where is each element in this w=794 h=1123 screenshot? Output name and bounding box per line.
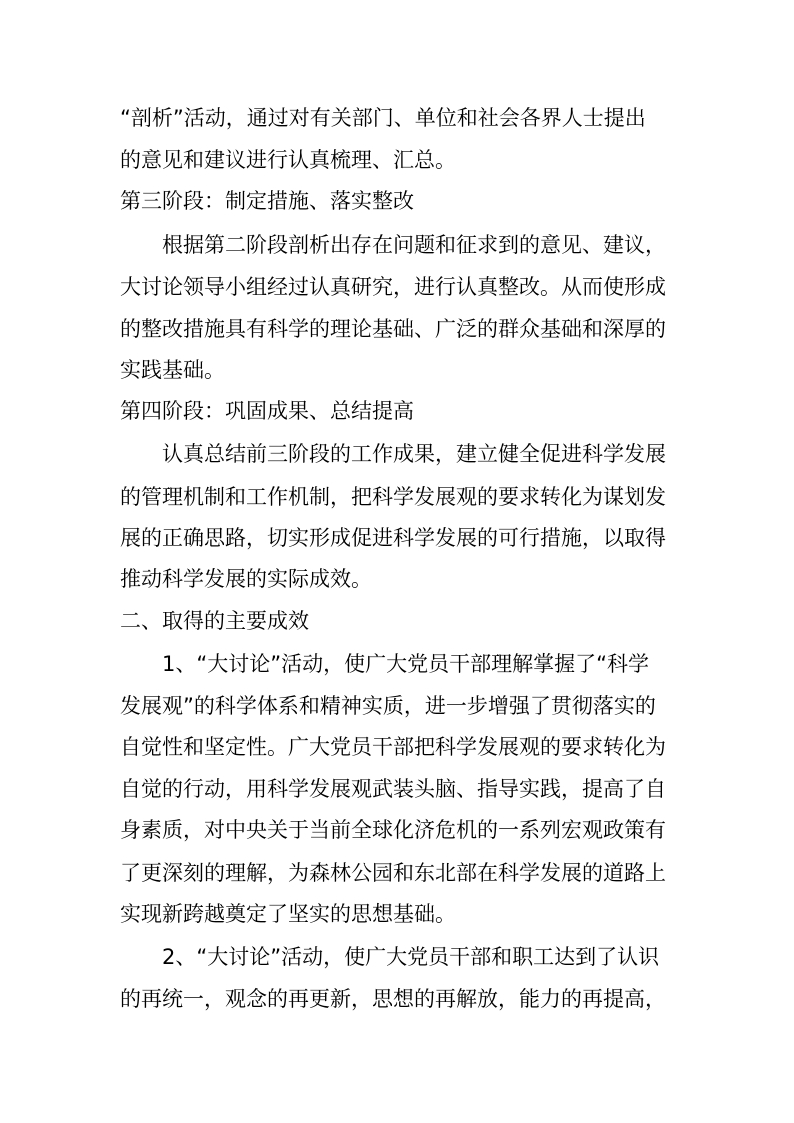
text-line-6: 的整改措施具有科学的理论基础、广泛的群众基础和深厚的: [120, 317, 666, 341]
text-line-16: 自觉性和坚定性。广大党员干部把科学发展观的要求转化为: [120, 735, 666, 759]
text-line-10: 的管理机制和工作机制，把科学发展观的要求转化为谋划发: [120, 485, 666, 509]
text-line-15: 发展观”的科学体系和精神实质，进一步增强了贯彻落实的: [120, 694, 656, 718]
section-heading-stage-4: 第四阶段：巩固成果、总结提高: [120, 399, 414, 423]
text-line-18: 身素质，对中央关于当前全球化济危机的一系列宏观政策有: [120, 818, 666, 842]
paragraph-start-result-2: 2、“大讨论”活动，使广大党员干部和职工达到了认识: [162, 945, 660, 969]
text-line-5: 大讨论领导小组经过认真研究，进行认真整改。从而使形成: [120, 275, 666, 299]
text-line-17: 自觉的行动，用科学发展观武装头脑、指导实践，提高了自: [120, 777, 666, 801]
text-line-12: 推动科学发展的实际成效。: [120, 567, 372, 591]
text-line-7: 实践基础。: [120, 358, 225, 382]
section-heading-results: 二、取得的主要成效: [120, 609, 309, 633]
text-line-22: 的再统一，观念的再更新，思想的再解放，能力的再提高，: [120, 987, 666, 1011]
text-line-11: 展的正确思路，切实形成促进科学发展的可行措施，以取得: [120, 526, 666, 550]
text-line-20: 实现新跨越奠定了坚实的思想基础。: [120, 902, 456, 926]
section-heading-stage-3: 第三阶段：制定措施、落实整改: [120, 189, 414, 213]
text-line-19: 了更深刻的理解，为森林公园和东北部在科学发展的道路上: [120, 861, 666, 885]
paragraph-start-stage-4: 认真总结前三阶段的工作成果，建立健全促进科学发展: [162, 442, 666, 466]
paragraph-start-stage-3: 根据第二阶段剖析出存在问题和征求到的意见、建议，: [162, 233, 666, 257]
text-line-1: “剖析”活动，通过对有关部门、单位和社会各界人士提出: [120, 106, 646, 130]
text-line-2: 的意见和建议进行认真梳理、汇总。: [120, 148, 456, 172]
paragraph-start-result-1: 1、“大讨论”活动，使广大党员干部理解掌握了“科学: [162, 652, 649, 676]
